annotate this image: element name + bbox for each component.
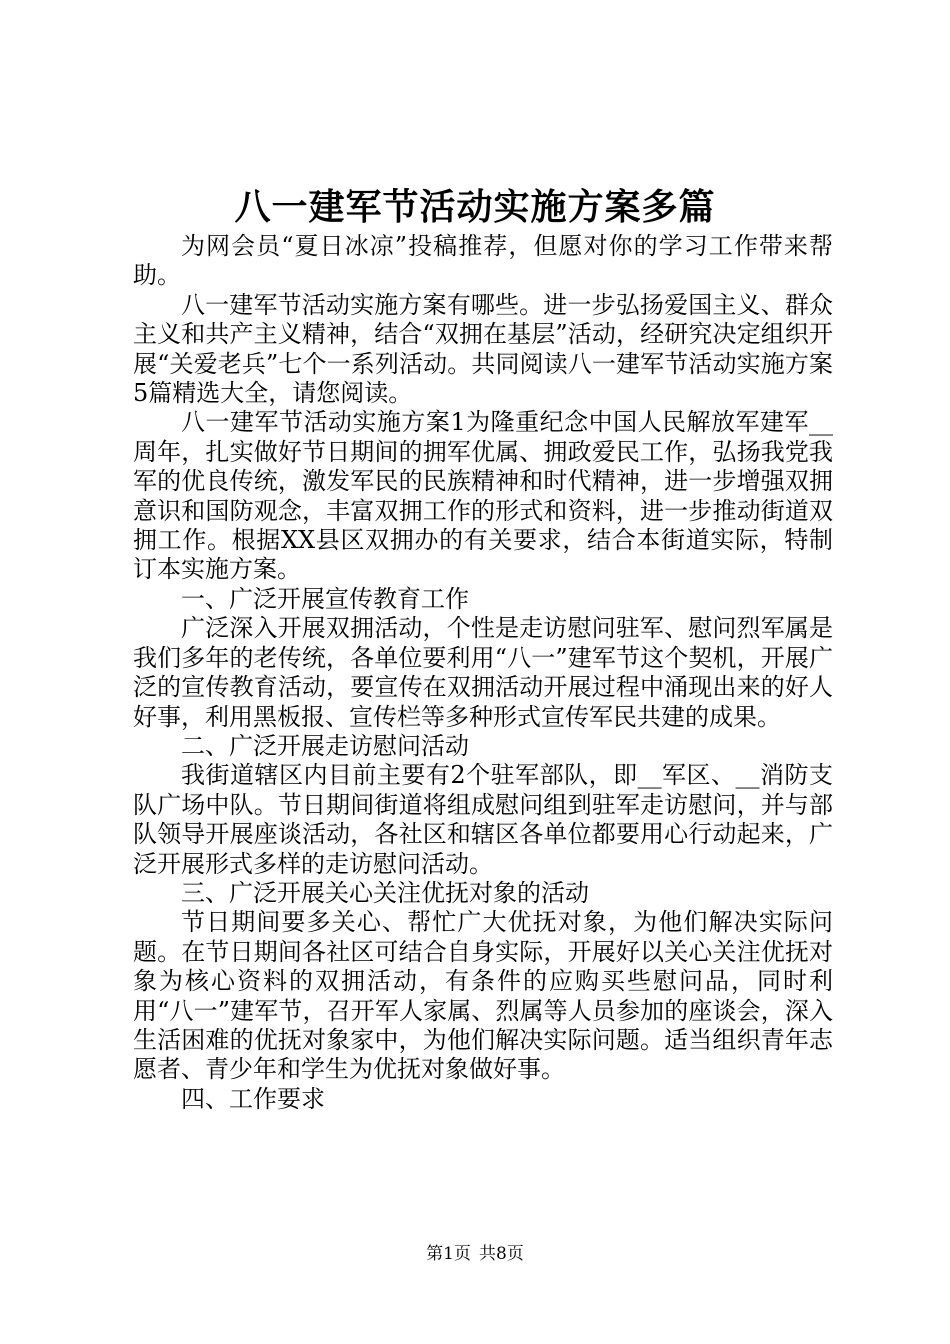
document-body [133, 232, 833, 1114]
paragraph-section-2: 我街道辖区内目前主要有2个驻军部队，即__军区、__消防支队广场中队。节日期间街道将组成慰问组到驻军走访慰问，并与部队领导开展座谈活动，各社区和辖区各单位都要用心行动起来，广泛开展形式多样的走访慰问活动。 [133, 761, 833, 878]
paragraph-summary: 八一建军节活动实施方案有哪些。进一步弘扬爱国主义、群众主义和共产主义精神，结合“双拥在基层”活动，经研究决定组织开展“关爱老兵”七个一系列活动。共同阅读八一建军节活动实施方案5篇精选大全，请您阅读。 [133, 290, 833, 408]
paragraph-plan-1: 八一建军节活动实施方案1为隆重纪念中国人民解放军建军__周年，扎实做好节日期间的拥军优属、拥政爱民工作，弘扬我党我军的优良传统，激发军民的民族精神和时代精神，进一步增强双拥意识和国防观念，丰富双拥工作的形式和资料，进一步推动街道双拥工作。根据XX县区双拥办的有关要求，结合本街道实际，特制订本实施方案。 [133, 408, 833, 584]
section-heading-4: 四、工作要求 [181, 1084, 325, 1113]
section-heading-2: 二、广泛开展走访慰问活动 [181, 731, 469, 760]
document-title: 八一建军节活动实施方案多篇 [234, 186, 716, 228]
page-total: 共8页 [479, 1244, 524, 1264]
paragraph-section-1: 广泛深入开展双拥活动，个性是走访慰问驻军、慰问烈军属是我们多年的老传统，各单位要利用“八一”建军节这个契机，开展广泛的宣传教育活动，要宣传在双拥活动开展过程中涌现出来的好人好事，利用黑板报、宣传栏等多种形式宣传军民共建的成果。 [133, 614, 833, 731]
section-heading-1: 一、广泛开展宣传教育工作 [181, 584, 469, 613]
paragraph-section-3: 节日期间要多关心、帮忙广大优抚对象，为他们解决实际问题。在节日期间各社区可结合自身实际，开展好以关心关注优抚对象为核心资料的双拥活动，有条件的应购买些慰问品，同时利用“八一”建军节，召开军人家属、烈属等人员参加的座谈会，深入生活困难的优抚对象家中，为他们解决实际问题。适当组织青年志愿者、青少年和学生为优抚对象做好事。 [133, 908, 833, 1084]
paragraph-intro: 为网会员“夏日冰凉”投稿推荐，但愿对你的学习工作带来帮助。 [133, 232, 833, 290]
page-footer [0, 1243, 950, 1265]
page-number: 第1页 [426, 1244, 471, 1264]
section-heading-3: 三、广泛开展关心关注优抚对象的活动 [181, 878, 589, 907]
